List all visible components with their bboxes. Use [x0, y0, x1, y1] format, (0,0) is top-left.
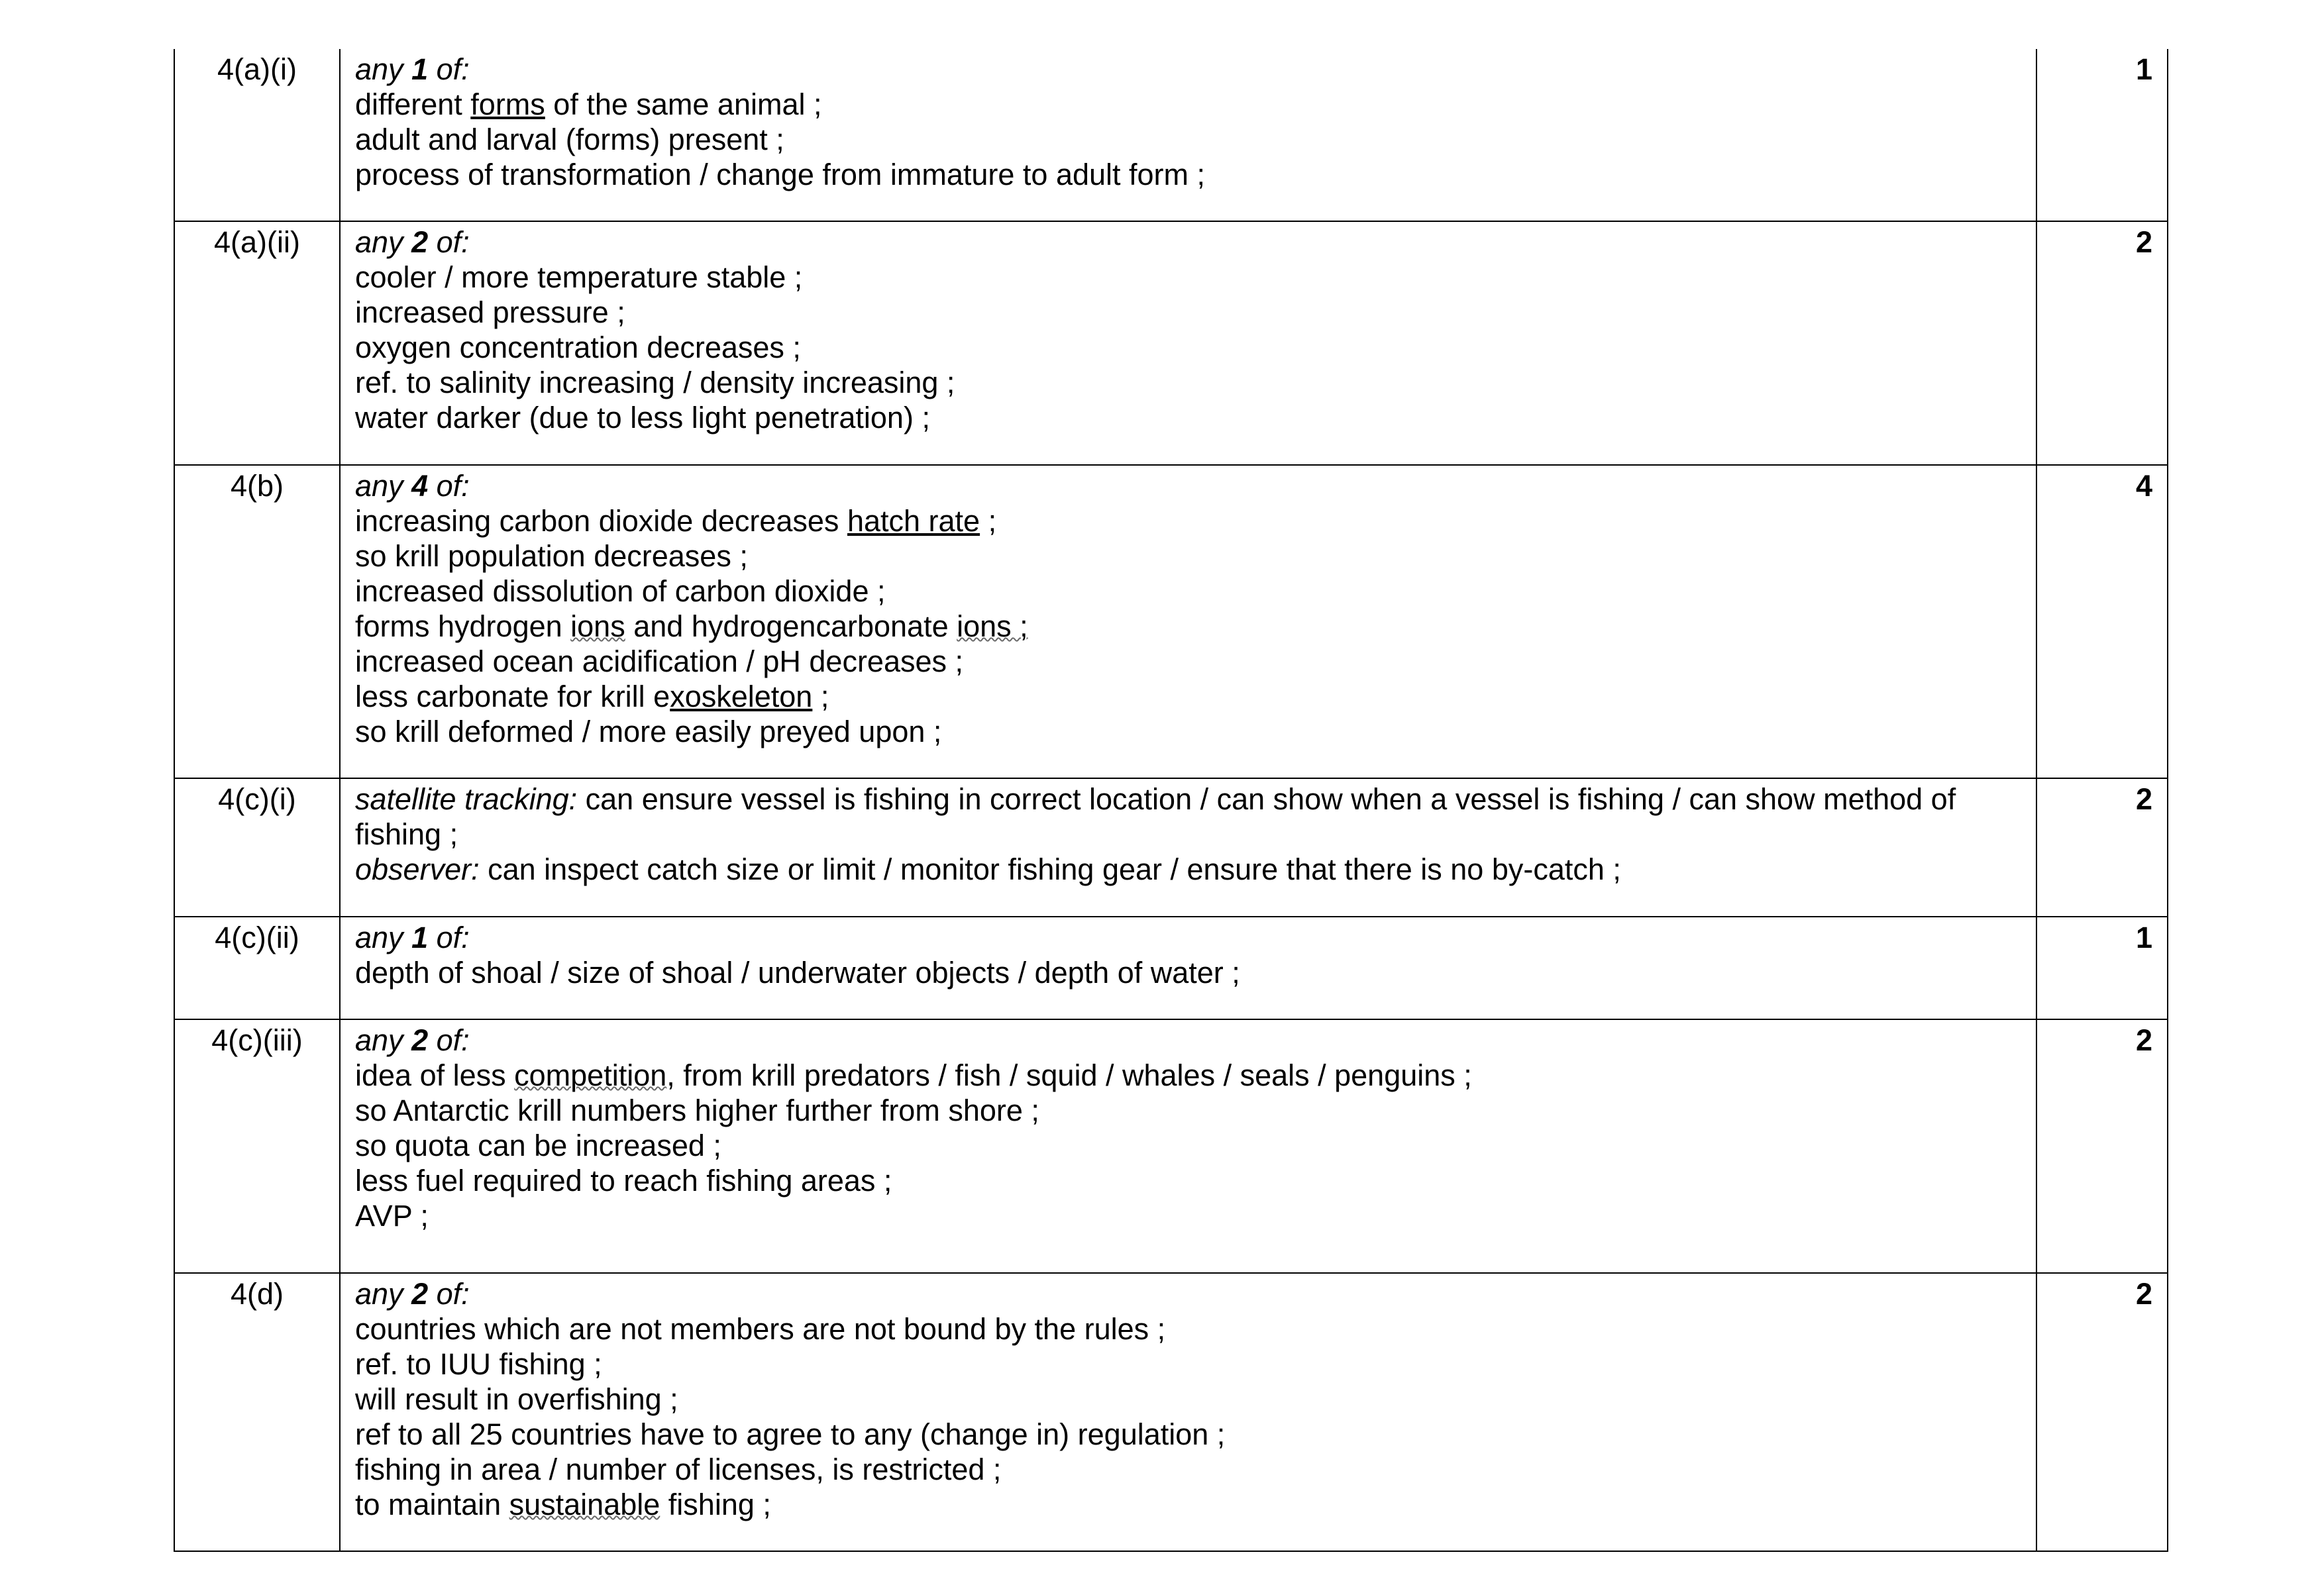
question-number: 4(a)(i) — [174, 49, 340, 221]
question-number: 4(d) — [174, 1273, 340, 1551]
answer-line: countries which are not members are not bound by the rules ; — [355, 1312, 1166, 1346]
any-of-intro: any 2 of: — [355, 1277, 470, 1311]
answer-line: less carbonate for krill exoskeleton ; — [355, 680, 829, 713]
any-of-intro: any 1 of: — [355, 52, 470, 86]
answer-line: increasing carbon dioxide decreases hatch rate ; — [355, 504, 997, 538]
answer-line: so Antarctic krill numbers higher further from shore ; — [355, 1094, 1039, 1127]
answer-line: process of transformation / change from immature to adult form ; — [355, 158, 1206, 191]
answer-line: increased dissolution of carbon dioxide ; — [355, 574, 886, 608]
answer-line: so krill deformed / more easily preyed upon ; — [355, 715, 942, 748]
answer-line: will result in overfishing ; — [355, 1382, 678, 1416]
marks-value: 4 — [2036, 465, 2168, 778]
question-row-4c-ii — [174, 917, 2168, 1019]
marks-value: 1 — [2036, 917, 2168, 1019]
answer-line: forms hydrogen ions and hydrogencarbonate ions ; — [355, 609, 1028, 643]
answer-line: so krill population decreases ; — [355, 539, 748, 573]
question-row-4c-iii — [174, 1019, 2168, 1273]
answer-line: idea of less competition, from krill predators / fish / squid / whales / seals / penguins ; — [355, 1058, 1472, 1092]
marks-value: 2 — [2036, 221, 2168, 465]
answer-line: satellite tracking: can ensure vessel is fishing in correct location / can show when a vessel is fishing / can show method of fishing ; — [355, 782, 1964, 851]
question-number: 4(c)(iii) — [174, 1019, 340, 1273]
any-of-intro: any 2 of: — [355, 225, 470, 259]
answer-line: different forms of the same animal ; — [355, 87, 822, 121]
question-row-4b — [174, 465, 2168, 778]
answer-line: increased ocean acidification / pH decreases ; — [355, 644, 964, 678]
answer-line: AVP ; — [355, 1199, 429, 1233]
any-of-intro: any 4 of: — [355, 469, 470, 503]
answer-cell — [340, 465, 2036, 778]
answer-line: water darker (due to less light penetration) ; — [355, 401, 930, 434]
any-of-intro: any 2 of: — [355, 1023, 470, 1057]
question-row-4a-ii — [174, 221, 2168, 465]
answer-cell — [340, 1273, 2036, 1551]
marks-value: 2 — [2036, 778, 2168, 917]
question-number: 4(c)(i) — [174, 778, 340, 917]
answer-line: observer: can inspect catch size or limit / monitor fishing gear / ensure that there is no by-catch ; — [355, 852, 1621, 886]
question-number: 4(a)(ii) — [174, 221, 340, 465]
answer-line: ref. to salinity increasing / density increasing ; — [355, 366, 955, 399]
answer-cell — [340, 1019, 2036, 1273]
marks-value: 1 — [2036, 49, 2168, 221]
answer-line: so quota can be increased ; — [355, 1129, 721, 1162]
answer-cell — [340, 221, 2036, 465]
answer-line: ref. to IUU fishing ; — [355, 1347, 602, 1381]
question-row-4d — [174, 1273, 2168, 1551]
answer-line: ref to all 25 countries have to agree to any (change in) regulation ; — [355, 1417, 1226, 1451]
marks-value: 2 — [2036, 1019, 2168, 1273]
marks-value: 2 — [2036, 1273, 2168, 1551]
question-row-4c-i — [174, 778, 2168, 917]
answer-line: to maintain sustainable fishing ; — [355, 1488, 771, 1521]
answer-line: increased pressure ; — [355, 295, 625, 329]
answer-cell — [340, 917, 2036, 1019]
answer-line: fishing in area / number of licenses, is restricted ; — [355, 1452, 1002, 1486]
answer-line: cooler / more temperature stable ; — [355, 260, 803, 294]
any-of-intro: any 1 of: — [355, 921, 470, 954]
mark-scheme-table — [174, 49, 2168, 1552]
answer-line: oxygen concentration decreases ; — [355, 331, 801, 364]
answer-cell — [340, 778, 2036, 917]
question-row-4a-i — [174, 49, 2168, 221]
question-number: 4(c)(ii) — [174, 917, 340, 1019]
answer-line: less fuel required to reach fishing areas ; — [355, 1164, 892, 1197]
answer-line: adult and larval (forms) present ; — [355, 123, 784, 156]
question-number: 4(b) — [174, 465, 340, 778]
answer-line: depth of shoal / size of shoal / underwater objects / depth of water ; — [355, 956, 1240, 990]
answer-cell — [340, 49, 2036, 221]
